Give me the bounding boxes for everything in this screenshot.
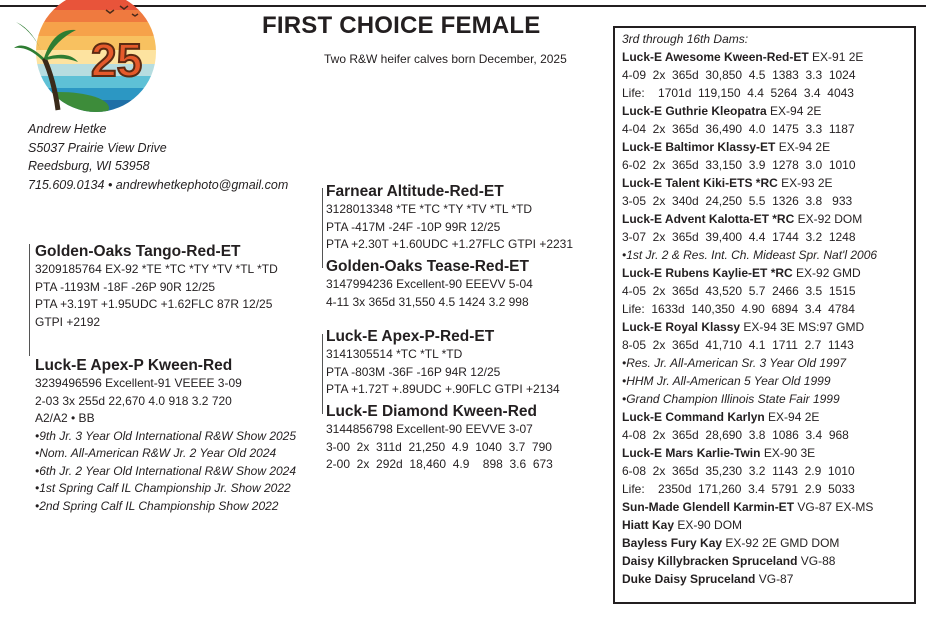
dams-heading: 3rd through 16th Dams: [622, 32, 749, 46]
page-title: FIRST CHOICE FEMALE [262, 12, 541, 39]
dam-dam-name: Luck-E Diamond Kween-Red [326, 403, 537, 420]
dam-ancestor-name: Luck-E Awesome Kween-Red-ET [622, 50, 809, 64]
dam-production-record: Life: 1701d 119,150 4.4 5264 3.4 4043 [622, 86, 854, 100]
dam-ancestor-classification: EX-94 3E MS:97 GMD [740, 320, 865, 334]
dam-ancestor-name: Sun-Made Glendell Karmin-ET [622, 500, 795, 514]
logo-number: 25 [91, 34, 143, 86]
dam-sire-line: 3141305514 *TC *TL *TD [326, 347, 463, 361]
dam-production-record: 6-02 2x 365d 33,150 3.9 1278 3.0 1010 [622, 158, 856, 172]
dam-production-record: Life: 2350d 171,260 3.4 5791 2.9 5033 [622, 482, 855, 496]
dam-ancestor-name: Luck-E Baltimor Klassy-ET [622, 140, 776, 154]
dam-line: A2/A2 • BB [35, 411, 95, 425]
dam-sire-name: Luck-E Apex-P-Red-ET [326, 328, 495, 345]
dam-ancestor-row [622, 48, 877, 66]
dam-ancestor-name: Bayless Fury Kay [622, 536, 723, 550]
sire-name: Golden-Oaks Tango-Red-ET [35, 243, 241, 260]
dam-ancestor-name: Luck-E Royal Klassy [622, 320, 741, 334]
dam-production-record: 8-05 2x 365d 41,710 4.1 1711 2.7 1143 [622, 338, 854, 352]
dam-ancestor-name: Luck-E Advent Kalotta-ET *RC [622, 212, 795, 226]
breeder-name: Andrew Hetke [28, 122, 107, 136]
pedigree-bracket [322, 188, 323, 268]
dam-ancestor-row [622, 264, 877, 282]
dam-ancestor-classification: VG-88 [797, 554, 836, 568]
dam-ancestor-classification: EX-93 2E [777, 176, 833, 190]
dam-ancestor-classification: EX-91 2E [808, 50, 864, 64]
dam-line: 2-03 3x 255d 22,670 4.0 918 3.2 720 [35, 393, 232, 408]
dam-ancestor-classification: EX-94 2E [764, 410, 820, 424]
dam-production-record: 4-04 2x 365d 36,490 4.0 1475 3.3 1187 [622, 122, 855, 136]
dam-line: 3239496596 Excellent-91 VEEEE 3-09 [35, 376, 242, 390]
dam-sire-line: PTA +1.72T +.89UDC +.90FLC GTPI +2134 [326, 382, 560, 396]
dam-dam-line: 2-00 2x 292d 18,460 4.9 898 3.6 673 [326, 457, 553, 471]
sire-sire-name: Farnear Altitude-Red-ET [326, 183, 504, 200]
dam-ancestor-row [622, 534, 877, 552]
sire-dam-name: Golden-Oaks Tease-Red-ET [326, 258, 529, 275]
breeder-contact: 715.609.0134 • andrewhetkephoto@gmail.com [28, 177, 289, 192]
dam-ancestor-row [622, 444, 877, 462]
dam-production-record: 6-08 2x 365d 35,230 3.2 1143 2.9 1010 [622, 464, 855, 478]
sire-sire-line: PTA -417M -24F -10P 99R 12/25 [326, 219, 501, 234]
dam-ancestor-row [622, 516, 877, 534]
dam-dam-line: 3144856798 Excellent-90 EEVVE 3-07 [326, 422, 533, 436]
dam-ancestor-row [622, 318, 877, 336]
sire-line: 3209185764 EX-92 *TE *TC *TY *TV *TL *TD [35, 262, 278, 276]
dam-ancestor-classification: EX-94 2E [775, 140, 831, 154]
page-subtitle: Two R&W heifer calves born December, 2025 [324, 52, 567, 66]
dam-name: Luck-E Apex-P Kween-Red [35, 357, 233, 374]
sire-line: PTA -1193M -18F -26P 90R 12/25 [35, 279, 216, 294]
dam-production-record: 4-05 2x 365d 43,520 5.7 2466 3.5 1515 [622, 284, 856, 298]
dam-ancestor-name: Duke Daisy Spruceland [622, 572, 756, 586]
dam-honor: •9th Jr. 3 Year Old International R&W Show 2025 [35, 428, 297, 443]
dam-ancestor-row [622, 102, 877, 120]
dam-ancestor-name: Luck-E Command Karlyn [622, 410, 765, 424]
logo [14, 0, 169, 120]
sire-block [35, 242, 278, 331]
dam-ancestor-row [622, 552, 877, 570]
dam-honor: •Res. Jr. All-American Sr. 3 Year Old 1997 [622, 356, 847, 370]
dam-honor: •1st Spring Calf IL Championship Jr. Show 2022 [35, 481, 291, 495]
dam-honor: •2nd Spring Calf IL Championship Show 2022 [35, 498, 279, 513]
dam-production-record: 3-05 2x 340d 24,250 5.5 1326 3.8 933 [622, 194, 853, 208]
dam-ancestor-classification: EX-92 GMD [792, 266, 861, 280]
dam-ancestor-row [622, 138, 877, 156]
dam-honor: •Nom. All-American R&W Jr. 2 Year Old 2024 [35, 446, 277, 460]
dam-production-record: Life: 1633d 140,350 4.90 6894 3.4 4784 [622, 302, 855, 316]
breeder-address-line2: Reedsburg, WI 53958 [28, 159, 150, 173]
dam-dam-block [326, 402, 553, 474]
dam-ancestor-row [622, 408, 877, 426]
dam-sire-block [326, 327, 560, 399]
pedigree-bracket [29, 244, 30, 356]
dam-production-record: 3-07 2x 365d 39,400 4.4 1744 3.2 1248 [622, 230, 856, 244]
dam-honor: •1st Jr. 2 & Res. Int. Ch. Mideast Spr. Nat'l 2006 [622, 248, 878, 262]
dam-sire-line: PTA -803M -36F -16P 94R 12/25 [326, 364, 501, 379]
dam-honor: •HHM Jr. All-American 5 Year Old 1999 [622, 374, 831, 388]
dam-ancestor-name: Luck-E Guthrie Kleopatra [622, 104, 767, 118]
dam-ancestor-row [622, 498, 877, 516]
dam-ancestor-classification: VG-87 EX-MS [794, 500, 874, 514]
dam-ancestor-row [622, 570, 877, 588]
dams-list [622, 30, 877, 588]
sire-sire-line: PTA +2.30T +1.60UDC +1.27FLC GTPI +2231 [326, 237, 574, 251]
dam-ancestor-classification: EX-90 DOM [674, 518, 743, 532]
breeder-info [28, 120, 288, 194]
dam-ancestor-row [622, 210, 877, 228]
dam-honor: •Grand Champion Illinois State Fair 1999 [622, 392, 840, 406]
dam-ancestor-name: Daisy Killybracken Spruceland [622, 554, 798, 568]
dam-production-record: 4-09 2x 365d 30,850 4.5 1383 3.3 1024 [622, 68, 856, 82]
dam-dam-line: 3-00 2x 311d 21,250 4.9 1040 3.7 790 [326, 439, 552, 454]
dam-ancestor-name: Luck-E Talent Kiki-ETS *RC [622, 176, 778, 190]
sire-sire-block [326, 182, 573, 254]
dam-ancestor-name: Luck-E Rubens Kaylie-ET *RC [622, 266, 793, 280]
dam-ancestor-classification: EX-92 DOM [794, 212, 863, 226]
sire-line: GTPI +2192 [35, 314, 101, 329]
dam-ancestor-name: Luck-E Mars Karlie-Twin [622, 446, 761, 460]
dam-honor: •6th Jr. 2 Year Old International R&W Show 2024 [35, 463, 297, 478]
dam-ancestor-row [622, 174, 877, 192]
dam-ancestor-classification: EX-92 2E GMD DOM [722, 536, 840, 550]
breeder-address-line1: S5037 Prairie View Drive [28, 140, 167, 155]
pedigree-bracket [322, 334, 323, 414]
sire-sire-line: 3128013348 *TE *TC *TY *TV *TL *TD [326, 202, 533, 216]
dam-production-record: 4-08 2x 365d 28,690 3.8 1086 3.4 968 [622, 428, 849, 442]
sire-dam-line: 3147994236 Excellent-90 EEEVV 5-04 [326, 277, 533, 291]
dam-ancestor-name: Hiatt Kay [622, 518, 675, 532]
sire-dam-line: 4-11 3x 365d 31,550 4.5 1424 3.2 998 [326, 294, 529, 309]
dam-ancestor-classification: EX-90 3E [760, 446, 816, 460]
sire-dam-block [326, 257, 533, 311]
dam-block [35, 356, 296, 515]
dam-ancestor-classification: EX-94 2E [766, 104, 822, 118]
sire-line: PTA +3.19T +1.95UDC +1.62FLC 87R 12/25 [35, 297, 273, 311]
dam-ancestor-classification: VG-87 [755, 572, 794, 586]
